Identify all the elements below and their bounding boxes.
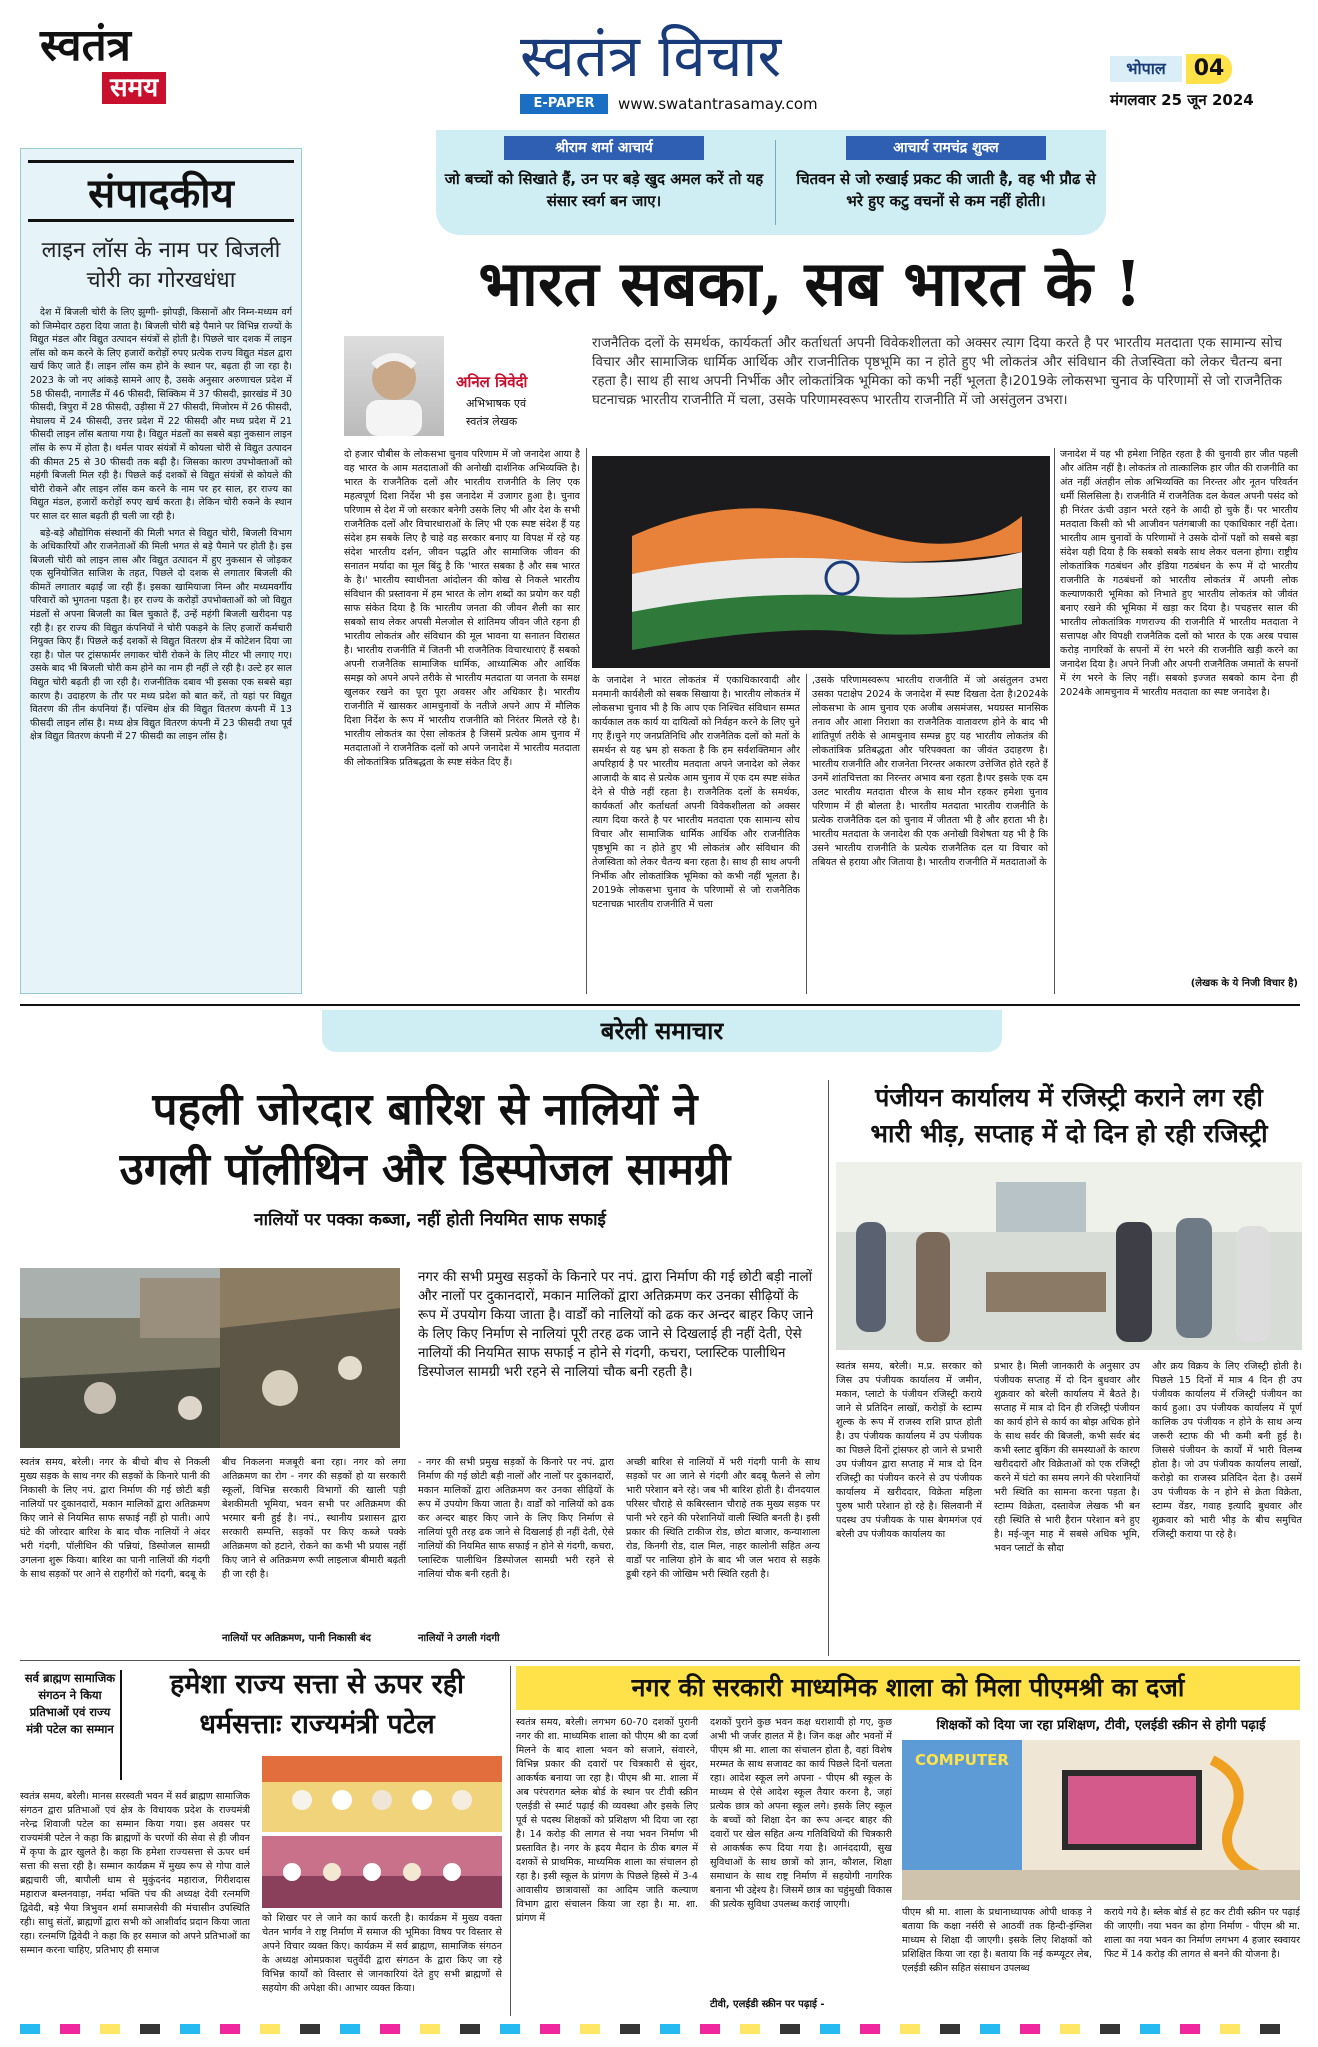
author-role: स्वतंत्र लेखक xyxy=(466,415,518,428)
quote-author: श्रीराम शर्मा आचार्य xyxy=(504,136,704,160)
pmshri-col-c: पीएम श्री मा. शाला के प्रधानाध्यापक ओपी धाकड़ ने बताया कि कक्षा नर्सरी से आठवीं तक हिन्दी-इंग्लिश माध्यम से शिक्षा दी जाएगी। इसके लिए शिक्षकों को प्रशिक्षित किया जा रहा है। बताया कि नई कम्प्यूटर लेब, एलईडी स्क्रीन सहित संसाधन उपलब्ध xyxy=(902,1907,1092,1974)
author-note: (लेखक के ये निजी विचार है) xyxy=(1190,978,1298,989)
registry-headline-1: पंजीयन कार्यालय में रजिस्ट्री कराने लग रही xyxy=(875,1083,1263,1112)
drain-caption-1: नालियों पर अतिक्रमण, पानी निकासी बंद xyxy=(222,1633,371,1644)
main-headline: भारत सबका, सब भारत के ! xyxy=(478,247,1142,320)
quote-text: जो बच्चों को सिखाते हैं, उन पर बड़े खुद अमल करें तो यह संसार स्वर्ग बन जाए। xyxy=(444,170,764,210)
quote-2 xyxy=(786,136,1106,231)
editorial-title: लाइन लॉस के नाम पर बिजली चोरी का गोरखधंधा xyxy=(41,238,281,293)
logo-top: स्वतंत्र xyxy=(40,20,131,71)
main-col-1: दो हजार चौबीस के लोकसभा चुनाव परिणाम में जो जनादेश आया है वह भारत के आम मतदाताओं की अनोखी दार्शनिक अभिव्यक्ति है। भारत के राजनैतिक दलों और भारतीय राजनीति के लिए एक महत्वपूर्ण दिशा निर्देश भी इस जनादेश में उजागर हुआ है। चुनाव परिणाम से देश में जो सरकार बनेगी उसके लिए भी और देश के सभी राजनैतिक दलों और विचारधाराओं के लिए भी एक स्पष्ट संदेश हैं यह संदेश हम सबके लिए है चाहे वह सरकार बनाए या विपक्ष में रहे यह संदेश भारतीय दर्शन, जीवन पद्धति और सामाजिक जीवन की सनातन मर्यादा का मूल बिंदु है कि 'भारत सबका है और सब भारत के है।' भारतीय स्वाधीनता आंदोलन की कोख से निकले भारतीय संविधान की प्रस्तावना में हम भारत के लोग शब्दों का प्रयोग कर यही साफ संकेत दिया है कि भारतीय जनता की जीवन शैली का सार सबको साथ लेकर अपसी मेलजोल से शांतिमय जीवन जीते रहना ही भारतीय लोकतंत्र और संविधान की मूल भावना या सनातन विरासत है। भारतीय राजनीति में जितनी भी राजनैतिक विचारधाराएं हैं सबको अपनी राजनैतिक सामाजिक धार्मिक, आध्यात्मिक और आर्थिक समझ को अपने अपने तरीके से भारतीय मतदाता या जनता के समक्ष खुलकर रखने का पूरा पूरा अवसर और अधिकार है। भारतीय राजनीति में खासकर आमचुनावों के नतीजे अपने आप में मौलिक दिशा निर्देश के रूप में भारतीय राजनीति को निरंतर मिलते रहे है। भारतीय लोकतंत्र का ऐसा लोकतंत्र है जिसमें प्रत्येक आम चुनाव में मतदाताओं ने राजनैतिक दलों को अपने जनादेश में भारतीय मतदाता की लोकतांत्रिक प्रतिबद्धता के स्पष्ट संकेत दिए हैं। xyxy=(344,449,580,768)
registry-photo xyxy=(836,1162,1302,1350)
page-number: 04 xyxy=(1186,54,1232,84)
drain-col-a: स्वतंत्र समय, बरेली। नगर के बीचो बीच से निकली मुख्य सड़क के साथ नगर की सड़कों के किनारे पानी की निकासी के लिए नपं. द्वारा निर्माण की गई छोटी बड़ी नालियों पर दुकानदारों, मकान मालिकों द्वारा अतिक्रमण किए जाने से नियमित साफ सफाई नहीं हो पाती। आपे घंटे की जोरदार बारिश के बाद चौक नालियों ने अंदर भरी गंदगी, पॉलीथिन की पन्नियां, डिस्पोजल सामग्री उगलना शुरू किया। बारिश का पानी नालियों की गंदगी के साथ सड़कों पर आने से राहगीरों को गंदगी, बदबू के xyxy=(20,1457,210,1580)
logo xyxy=(40,22,190,112)
drain-intro: नगर की सभी प्रमुख सड़कों के किनारे पर नपं. द्वारा निर्माण की गई छोटी बड़ी नालों और नालों पर दुकानदारों, मकान मालिकों द्वारा अतिक्रमण कर उनका सीढ़ियों के रूप में उपयोग किया जाता है। वार्डों को नालियों को ढक कर अन्दर बाहर किए जाने के लिए किए निर्माण से नालियां पूरी तरह ढक जाने से दिखलाई ही नहीं देती, ऐसे नालियों की नियमित साफ सफाई न होने से गंदगी, कचरा, प्लास्टिक पालीथिन डिस्पोजल सामग्री भरी रहने से नालियां चौक बनी रहती है। xyxy=(418,1270,814,1380)
brahmin-col-b: को शिखर पर ले जाने का कार्य करती है। कार्यक्रम में मुख्य वक्ता चेतन भार्गव ने राष्ट्र निर्माण में समाज की भूमिका विषय पर विस्तार से अपने विचार व्यक्त किए। कार्यक्रम में सर्व ब्राह्मण, सामाजिक संगठन के अध्यक्ष ओमप्रकाश चतुर्वेदी द्वारा संगठन के द्वारा किए जा रहे विभिन्न कार्यों को विस्तार से जानकारियां देते हुए सभी ब्राह्मणों से सहयोग की अपेक्षा की। आभार व्यक्त किया। xyxy=(262,1913,502,1994)
author-role: अभिभाषक एवं xyxy=(466,397,527,410)
drain-col-c: - नगर की सभी प्रमुख सड़कों के किनारे पर नपं. द्वारा निर्माण की गई छोटी बड़ी नालों और नालों पर दुकानदारों, मकान मालिकों द्वारा अतिक्रमण कर उनका सीढ़ियों के रूप में उपयोग किया जाता है। वार्डों को नालियों को ढक कर अन्दर बाहर किए जाने के लिए किए निर्माण से नालियां पूरी तरह ढक जाने से दिखलाई ही नहीं देती, ऐसे नालियों की नियमित साफ सफाई न होने से गंदगी, कचरा, प्लास्टिक पालीथिन डिस्पोजल सामग्री भरी रहने से नालियां चौक बनी रहती है। xyxy=(418,1457,614,1580)
site-url[interactable]: www.swatantrasamay.com xyxy=(618,95,818,113)
brahmin-photo-1 xyxy=(262,1756,502,1832)
quote-author: आचार्य रामचंद्र शुक्ल xyxy=(846,136,1046,160)
pmshri-subhead: टीवी, एलईडी स्क्रीन पर पढ़ाई - xyxy=(710,1999,825,2010)
brahmin-sidebar: सर्व ब्राह्मण सामाजिक संगठन ने किया प्रतिभाओं एवं राज्य मंत्री पटेल का सम्मान xyxy=(20,1670,122,1780)
quote-1 xyxy=(444,136,764,231)
drain-subhead: नालियों पर पक्का कब्जा, नहीं होती नियमित साफ सफाई xyxy=(254,1210,606,1230)
drain-col-d: अच्छी बारिश से नालियों में भरी गंदगी पानी के साथ सड़कों पर आ जाने से गंदगी और बदबू फैलने से लोग भारी परेशान बने रहे। जब भी बारिश होती है। दीनदयाल परिसर चौराहे से कबिरस्तान चौराहे तक मुख्य सड़क पर पानी भरे रहने की परेशानियों वाली स्थिति बनती है। इसी प्रकार की स्थिति टाकीज रोड, छोटा बाजार, कन्याशाला रोड, किनगी रोड, दाल मिल, नाहर कालोनी सहित अन्य वार्डों पर नालिया होने के बाद भी जल भराव से सड़के डूबी रहने की जोखिम भरी स्थिति रहती है। xyxy=(626,1457,820,1580)
registry-col-c: और क्रय विक्रय के लिए रजिस्ट्री होती है। पिछले 15 दिनों में मात्र 4 दिन ही उप पंजीयक कार्यालय में रजिस्ट्री पंजीयन का कार्य हुआ। उप पंजीयक कार्यालय में पूर्ण कालिक उप पंजीयक न होने के साथ अन्य जरूरी स्टाफ की भी कमी बनी हुई है। जिससे पंजीयन के कार्यों में भारी विलम्ब होता है। जो उप पंजीयक कार्यालय लाखों, करोड़ो का राजस्व प्रतिदिन देता है। उसमें उप पंजीयक के न होने से क्रेता विक्रेता, स्टाम्प वेंडर, गवाह इत्यादि बुधवार और शुक्रवार को भारी भीड़ के बीच समुचित रजिस्ट्री कराया पा रहे है। xyxy=(1152,1361,1302,1540)
drain-headline-2: उगली पॉलीथिन और डिस्पोजल सामग्री xyxy=(119,1144,731,1195)
editorial-paragraph: देश में बिजली चोरी के लिए झुग्गी- झोपड़ी, किसानों और निम्न-मध्यम वर्ग को जिम्मेदार ठहरा दिया जाता है। बिजली चोरी बड़े पैमाने पर विभिन्न राज्यों के विद्युत मंडल और विद्युत उत्पादन संयंत्रों से होती है। पिछले चार दशक में लाइन लॉस को कम करने के लिए हजारों करोड़ों रुपए प्रत्येक राज्य विद्युत मंडल द्वारा खर्च किए जाते हैं। लाइन लॉस कम होने के स्थान पर, बढ़ता ही जा रहा है। 2023 के जो नए आंकड़े सामने आए है, उसके अनुसार अरुणाचल प्रदेश में 58 फीसदी, नागालैंड में 46 फीसदी, सिक्किम में 37 फीसदी, झारखंड में 30 फीसदी, त्रिपुरा में 28 फीसदी, उड़ीसा में 27 फीसदी, मिजोरम में 26 फीसदी, मेघालय में 24 फीसदी, उत्तर प्रदेश में 22 फीसदी और मध्य प्रदेश में 21 फीसदी लाइन लॉस बताया गया है। विद्युत मंडलों का सबसे बड़ा नुकसान लाइन लॉस के रूप में होता है। थर्मल पावर संयंत्रों में कोयला चोरी से विद्युत उत्पादन की कीमत 25 से 30 फीसदी तक बढ़ी है। जिसका कारण उपभोक्ताओं को महंगी बिजली मिल रही है। पिछले कई दशकों से विद्युत संयंत्रों से कोयले की चोरी रोकने और लाइन लॉस कम करने के नाम पर हर साल, हर राज्य का विद्युत मंडल, हजारों करोड़ों रुपए खर्च करता है। लेकिन चोरी रुकने के स्थान पर साल दर साल बढ़ती ही चली जा रही है। xyxy=(30,307,292,522)
brahmin-headline-1: हमेशा राज्य सत्ता से ऊपर रही xyxy=(169,1669,465,1700)
page-title: स्वतंत्र विचार xyxy=(520,22,782,90)
logo-bottom: समय xyxy=(102,72,166,104)
drain-photo-2 xyxy=(220,1268,400,1448)
pmshri-col-a: स्वतंत्र समय, बरेली। लगभग 60-70 दशकों पुरानी नगर की शा. माध्यमिक शाला को पीएम श्री का दर्जा मिलने के बाद शाला भवन को सजाने, संवारने, विभिन्न प्रकार की दवारों पर चित्रकारी से सुंदर, आकर्षक बनाया जा रहा है। पीएम श्री मा. शाला में अब परंपरागत ब्लेक बोर्ड के स्थान पर टीवी स्क्रीन एलईडी से स्मार्ट पढ़ाई की व्यवस्था और इसके लिए पूर्व से पदस्थ शिक्षकों को प्रशिक्षण भी दिया जा रहा है। 14 करोड़ की लागत से नया भवन निर्माण भी प्रस्तावित है। नगर के ह्रदय मैदान के ठीक बगल में दशकों से प्राथमिक, माध्यमिक शाला का संचालन हो रहा है। इसी स्कूल के प्रांगण के पिछले हिस्से में 3-4 आवासीय छात्रावासों का आदिम जाति कल्याण विभाग द्वारा संचालन किया जा रहा है। मा. शा. प्रांगण में xyxy=(516,1717,698,1924)
pmshri-col-b: दशकों पुराने कुछ भवन कक्ष धराशायी हो गए, कुछ अभी भी जर्जर हालत में है। जिन कक्ष और भवनों में पीएम श्री मा. शाला का संचालन होता है, वहां विशेष मरम्मत के साथ सजावट का कार्य पिछले दिनों चलता रहा। आदेश स्कूल लगे अपना - पीएम श्री स्कूल के माध्यम से ऐसे आदेश स्कूल तैयार करना है, जहां प्रत्येक छात्र को अपना स्कूल लगे। इसके लिए स्कूल के बच्चों को शिक्षा देन का रूप अन्दर बाहर की दवारों पर खेल सहित अन्य गतिविधियों की चित्रकारी से आकर्षक रूप दिया गया है। आनंददायी, सुख सुविधाओं के साथ छात्रों को ज्ञान, कौशल, शिक्षा समाधान के साथ राष्ट्र निर्माण में सहयोगी नागरिक बनाना भी उद्देश्य है। जिसमें छात्र का चहुंमुखी विकास की प्रत्येक सुविधा उपलब्ध कराई जाएगी। xyxy=(710,1717,892,1910)
brahmin-col-a: स्वतंत्र समय, बरेली। मानस सरस्वती भवन में सर्व ब्राह्मण सामाजिक संगठन द्वारा प्रतिभाओं एवं क्षेत्र के विधायक प्रदेश के राज्यमंत्री नरेन्द्र शिवाजी पटेल का सम्मान किया गया। इस अवसर पर राज्यमंत्री पटेल ने कहा कि ब्राह्मणों के चरणों की सेवा से ही जीवन में कृपा के द्वार खुलते है। कहा कि हमेशा राज्यसत्ता से ऊपर धर्म सत्ता की सत्ता रही है। सम्मान कार्यक्रम में मुख्य रूप से गोपा वाले ब्रह्मचारी जी, बापौली धाम से मुकुंदनंद महाराज, गिरीशदास महाराज बम्लनवाड़ा, नर्मदा भक्ति पंच की अध्यक्ष देवी रत्नमणि द्विवेदी, बड़े भैया त्रिभुवन शर्मा समाजसेवी की मंचासीन उपस्थिति रही। साधु संतों, ब्राह्मणों द्वारा सभी को आशीर्वाद प्रदान किया जाता रहा। रत्नमणि द्विवेदी ने कहा कि हर समाज को अपने प्रतिभाओं का सम्मान करना चाहिए, प्रतिभाए ही समाज xyxy=(20,1791,250,1956)
issue-date: मंगलवार 25 जून 2024 xyxy=(1110,91,1254,109)
main-col-3: ,उसके परिणामस्वरूप भारतीय राजनीति में जो असंतुलन उभरा उसका पटाक्षेप 2024 के जनादेश में स्पष्ट दिखता देता है।2024के लोकसभा के आम चुनाव एक अजीब असमंजस, भयग्रस्त मानसिक तनाव और आशा निराशा का राजनैतिक वातावरण होने के बाद भी शांतिपूर्ण तरीके से आमचुनाव सम्पन्न हुए यह भारतीय लोकतंत्र की लोकतांत्रिक प्रतिबद्धता और परिपक्वता का जीवंत उदाहरण है। भारतीय राजनीति और राजनेता निरन्तर अकारण उत्तेजित होते रहते हैं उनमें शांतचित्तता का निरन्तर अभाव बना रहता है।पर इसके एक दम उलट भारतीय मतदाता धीरज के साथ मौन रहकर हमेशा चुनाव परिणाम में ही बोलता है। भारतीय मतदाता भारतीय राजनीति के प्रत्येक राजनैतिक दल को चुनाव में जीतता भी है और हराता भी है। भारतीय मतदाता के जनादेश की एक अनोखी विशेषता यह भी है कि उसने भारतीय राजनीति के प्रत्येक राजनैतिक दल या विचार को तबियत से हराया और जिताया है। भारतीय राजनीति में मतदाताओं के xyxy=(812,675,1048,868)
pmshri-photo xyxy=(902,1740,1300,1900)
flag-image xyxy=(592,456,1050,668)
author-photo xyxy=(344,336,444,436)
epaper-badge: E-PAPER xyxy=(520,94,608,114)
drain-headline-1: पहली जोरदार बारिश से नालियों ने xyxy=(152,1084,698,1135)
main-col-2: के जनादेश ने भारत लोकतंत्र में एकाधिकारवादी और मनमानी कार्यशैली को सबक सिखाया है। भारतीय लोकतंत्र में लोकसभा चुनाव भी है कि आप एक निश्चित संविधान सम्मत कार्यकाल तक कार्य या दायित्वों को निर्वहन करने के लिए चुने गए हैं।चुने गए जनप्रतिनिधि और राजनैतिक दलों को मतों के समर्थन से यह भ्रम हो सकता है कि हम सर्वशक्तिमान और अपरिहार्य है पर भारतीय मतदाता अपने जनादेश को लेकर आजादी के बाद से प्रत्येक आम चुनाव में एक दम स्पष्ट संकेत देने से पीछे नहीं रहता है। राजनैतिक दलों के समर्थक, कार्यकर्ता और कर्ताधर्ता अपनी विवेकशीलता को अक्सर त्याग दिया करते है पर भारतीय मतदाता एक सामान्य सोच विचार और सामाजिक धार्मिक आर्थिक और राजनीतिक पृष्ठभूमि का न होते हुए भी लोकतंत्र और संविधान की तेजस्विता को लेकर चैतन्य बना रहता है। साथ ही साथ अपनी निर्भीक और लोकतांत्रिक भूमिका को कभी नहीं भूलता है। 2019के लोकसभा चुनाव के परिणामों से जो राजनैतिक घटनाचक्र भारतीय राजनीति में चला xyxy=(592,675,800,910)
color-strip xyxy=(20,2024,1300,2034)
registry-col-b: प्रभार है। मिली जानकारी के अनुसार उप पंजीयक सप्ताह में दो दिन बुधवार और शुक्रवार को बरेली कार्यालय में बैठते है। सप्ताह में मात्र दो दिन ही रजिस्ट्री पंजीयन का कार्य होने से कार्य का बोझ अधिक होने के साथ सर्वर की बिजली, कभी सर्वर बंद कभी स्लाट बुकिंग की समस्याओं के कारण खरीददारों और विक्रेताओं को एक रजिस्ट्री करने में घंटो का समय लगने की परेशानियों भरी स्थिति का सामना करना पड़ता है। स्टाम्प विक्रेता, दस्तावेज लेखक भी बन रही स्थिति से भारी हैरान परेशान बने हुए है। मई-जून माह में सबसे अधिक भूमि, भवन प्लाटों के सौदा xyxy=(994,1361,1140,1554)
city-badge: भोपाल xyxy=(1110,56,1182,82)
main-col-4: जनादेश में यह भी हमेशा निहित रहता है की चुनावी हार जीत पहली और अंतिम नहीं है। लोकतंत्र तो तात्कालिक हार जीत की राजनीति का अंत नहीं अंतहीन लोक अभिव्यक्ति का निरन्तर और नूतन परिवर्तन धर्मी सिलसिला है। राजनीति में राजनैतिक दल केवल अपनी पसंद को ही निरंतर ऊंची उड़ान भरते रहने के आदी हो चुके हैं। पर भारतीय मतदाता किसी को भी आजीवन पतंगबाजी का एकाधिकार नहीं देता। भारतीय आम चुनावों के परिणामों ने उसके दोनों पक्षों को सबसे बड़ा संदेश यही दिया है कि सबको सबके साथ लेकर चलना होगा। राष्ट्रीय लोकतांत्रिक गठबंधन और इंडिया गठबंधन के रूप में दो भारतीय राजनीति के गठबंधनों को भारतीय लोकतंत्र में अपनी लोक कल्याणकारी भूमिका को निभाते हुए भारतीय लोकतंत्र को जीवंत बनाए रखने की भूमिका में खड़ा कर दिया है। पचहत्तर साल की भारतीय लोकतांत्रिक गणराज्य की राजनीति में भारतीय मतदाता ने सत्तापक्ष और विपक्षी राजनैतिक दलों को भारत के एक अरब पचास करोड़ नागरिकों के सपनों में रंग भरने की राजनीति खड़ी करने का जनादेश दिया है। अपने निजी और अपनी राजनैतिक जमातों के सपनों में रंग भरने के लिए नहीं। सबको इज्जत सबको काम देना ही 2024के आमचुनाव में भारतीय मतदाता का स्पष्ट जनादेश है। xyxy=(1060,449,1298,698)
pmshri-mural-text: COMPUTER xyxy=(915,1751,1009,1769)
author-name: अनिल त्रिवेदी xyxy=(456,373,528,391)
main-intro: राजनैतिक दलों के समर्थक, कार्यकर्ता और कर्ताधर्ता अपनी विवेकशीलता को अक्सर त्याग दिया करते है पर भारतीय मतदाता एक सामान्य सोच विचार और सामाजिक धार्मिक आर्थिक और राजनीतिक पृष्ठभूमि का न होते हुए भी लोकतंत्र और संविधान की तेजस्विता को लेकर चैतन्य बना रहता है। साथ ही साथ अपनी निर्भीक और लोकतांत्रिक भूमिका को कभी नहीं भूलता है।2019के लोकसभा चुनाव के परिणामों से जो राजनैतिक घटनाचक्र भारतीय राजनीति में चला, उसके परिणामस्वरूप भारतीय राजनीति में जो असंतुलन उभरा। xyxy=(592,336,1282,408)
quote-text: चितवन से जो रुखाई प्रकट की जाती है, वह भी प्रौढ से भरे हुए कटु वचनों से कम नहीं होती। xyxy=(796,170,1096,210)
editorial-paragraph: बड़े-बड़े औद्योगिक संस्थानों की मिली भगत से विद्युत चोरी, बिजली विभाग के अधिकारियों और राजनेताओं की मिली भगत से बड़े पैमाने पर होती है। इस बिजली चोरी को लाइन लास और विद्युत उत्पादन में हुए नुकसान से जोड़कर एक सुनियोजित साजिश के तहत, पिछले दो दशक से लगातार बिजली की कीमतें लगातार बढ़ाई जा रही हैं। इसका खामियाजा निम्न और मध्यमवर्गीय परिवारों को भुगतना पड़ता है। हर राज्य के करोड़ों उपभोक्ताओं को जो विद्युत मंडलों से अपना बिजली का बिल चुकाते हैं, उन्हें महंगी बिजली खरीदना पड़ रही है। हर राज्य की विद्युत कंपनियों ने चोरी पकड़ने के लिए हजारों कर्मचारी नियुक्त किए हैं। पिछले कई दशकों से विद्युत वितरण क्षेत्र में कोटेशन दिया जा रहा है। पोल पर ट्रांसफार्मर लगाकर चोरी रोकने के लिए मीटर भी लगाए गए। उसके बाद भी बिजली चोरी कम होने का नाम ही नहीं ले रही है। उल्टे हर साल विद्युत चोरी बढ़ती ही जा रही है। राजनीतिक दबाव भी इसका एक सबसे बड़ा कारण है। उदाहरण के तौर पर मध्य प्रदेश को बात करें, तो यहां पर विद्युत वितरण की तीन कंपनियां हैं। पश्चिम क्षेत्र की विद्युत वितरण कंपनी में 13 फीसदी लाइन लॉस है। मध्य क्षेत्र विद्युत वितरण कंपनी में 23 फीसदी तथा पूर्व क्षेत्र विद्युत वितरण कंपनी में 27 फीसदी का लाइन लॉस है। xyxy=(30,527,292,743)
drain-caption-2: नालियों ने उगली गंदगी xyxy=(418,1633,500,1644)
editorial-heading: संपादकीय xyxy=(28,160,294,222)
pmshri-col-d: कराये गये है। ब्लेक बोर्ड से हट कर टीवी स्क्रीन पर पढ़ाई की जाएगी। नया भवन का होगा निर्माण - पीएम श्री मा. शाला का नया भवन का निर्माण लगभग 4 हजार स्क्वायर फिट में 14 करोड़ की लागत से बनने की योजना है। xyxy=(1104,1907,1300,1960)
pmshri-headline: नगर की सरकारी माध्यमिक शाला को मिला पीएमश्री का दर्जा xyxy=(516,1666,1300,1710)
drain-col-b: बीच निकलना मजबूरी बना रहा। नगर को लगा अतिक्रमण का रोग - नगर की सड़कों हो या सरकारी स्कूलों, विभिन्न सरकारी विभागों की खाली पड़ी बेशकीमती भूमिया, भवन सभी पर अतिक्रमण की भरमार बनी हुई है। नपं., स्थानीय प्रशासन द्वारा सरकारी सम्पत्ति, सड़कों पर किए कब्जे पक्के अतिक्रमण को हटाने, रोकने का कभी भी प्रयास नहीं किए जाने से अतिक्रमण रूपी लाइलाज बीमारी बढ़ती ही जा रही है। xyxy=(222,1457,406,1580)
section-banner: बरेली समाचार xyxy=(322,1010,1002,1052)
pmshri-photo-head: शिक्षकों को दिया जा रहा प्रशिक्षण, टीवी, एलईडी स्क्रीन से होगी पढ़ाई xyxy=(936,1718,1266,1733)
registry-headline-2: भारी भीड़, सप्ताह में दो दिन हो रही रजिस्ट्री xyxy=(870,1119,1268,1148)
registry-col-a: स्वतंत्र समय, बरेली। म.प्र. सरकार को जिस उप पंजीयक कार्यालय में जमीन, मकान, प्लाटो के पंजीयन रजिस्ट्री कराये जाने से प्रतिदिन लाखों, करोड़ों के स्टाम्प शुल्क के रूप में राजस्व राशि प्राप्त होती है। उप पंजीयक कार्यालय में उप पंजीयक का पिछले दिनों ट्रांसफर हो जाने से प्रभारी उप पंजीयन द्वारा सप्ताह में मात्र दो दिन रजिस्ट्री का पंजीयन करने से उप पंजीयक कार्यालय में खरीददार, विक्रेता महिला पुरुष भारी परेशान हो रहे है। सिलवानी में पदस्थ उप पंजीयक के पास बेगमगंज एवं बरेली उप पंजीयक कार्यालय का xyxy=(836,1361,982,1540)
editorial-body xyxy=(30,306,292,990)
brahmin-photo-2 xyxy=(262,1836,502,1908)
brahmin-headline-2: धर्मसत्ताः राज्यमंत्री पटेल xyxy=(199,1709,435,1740)
